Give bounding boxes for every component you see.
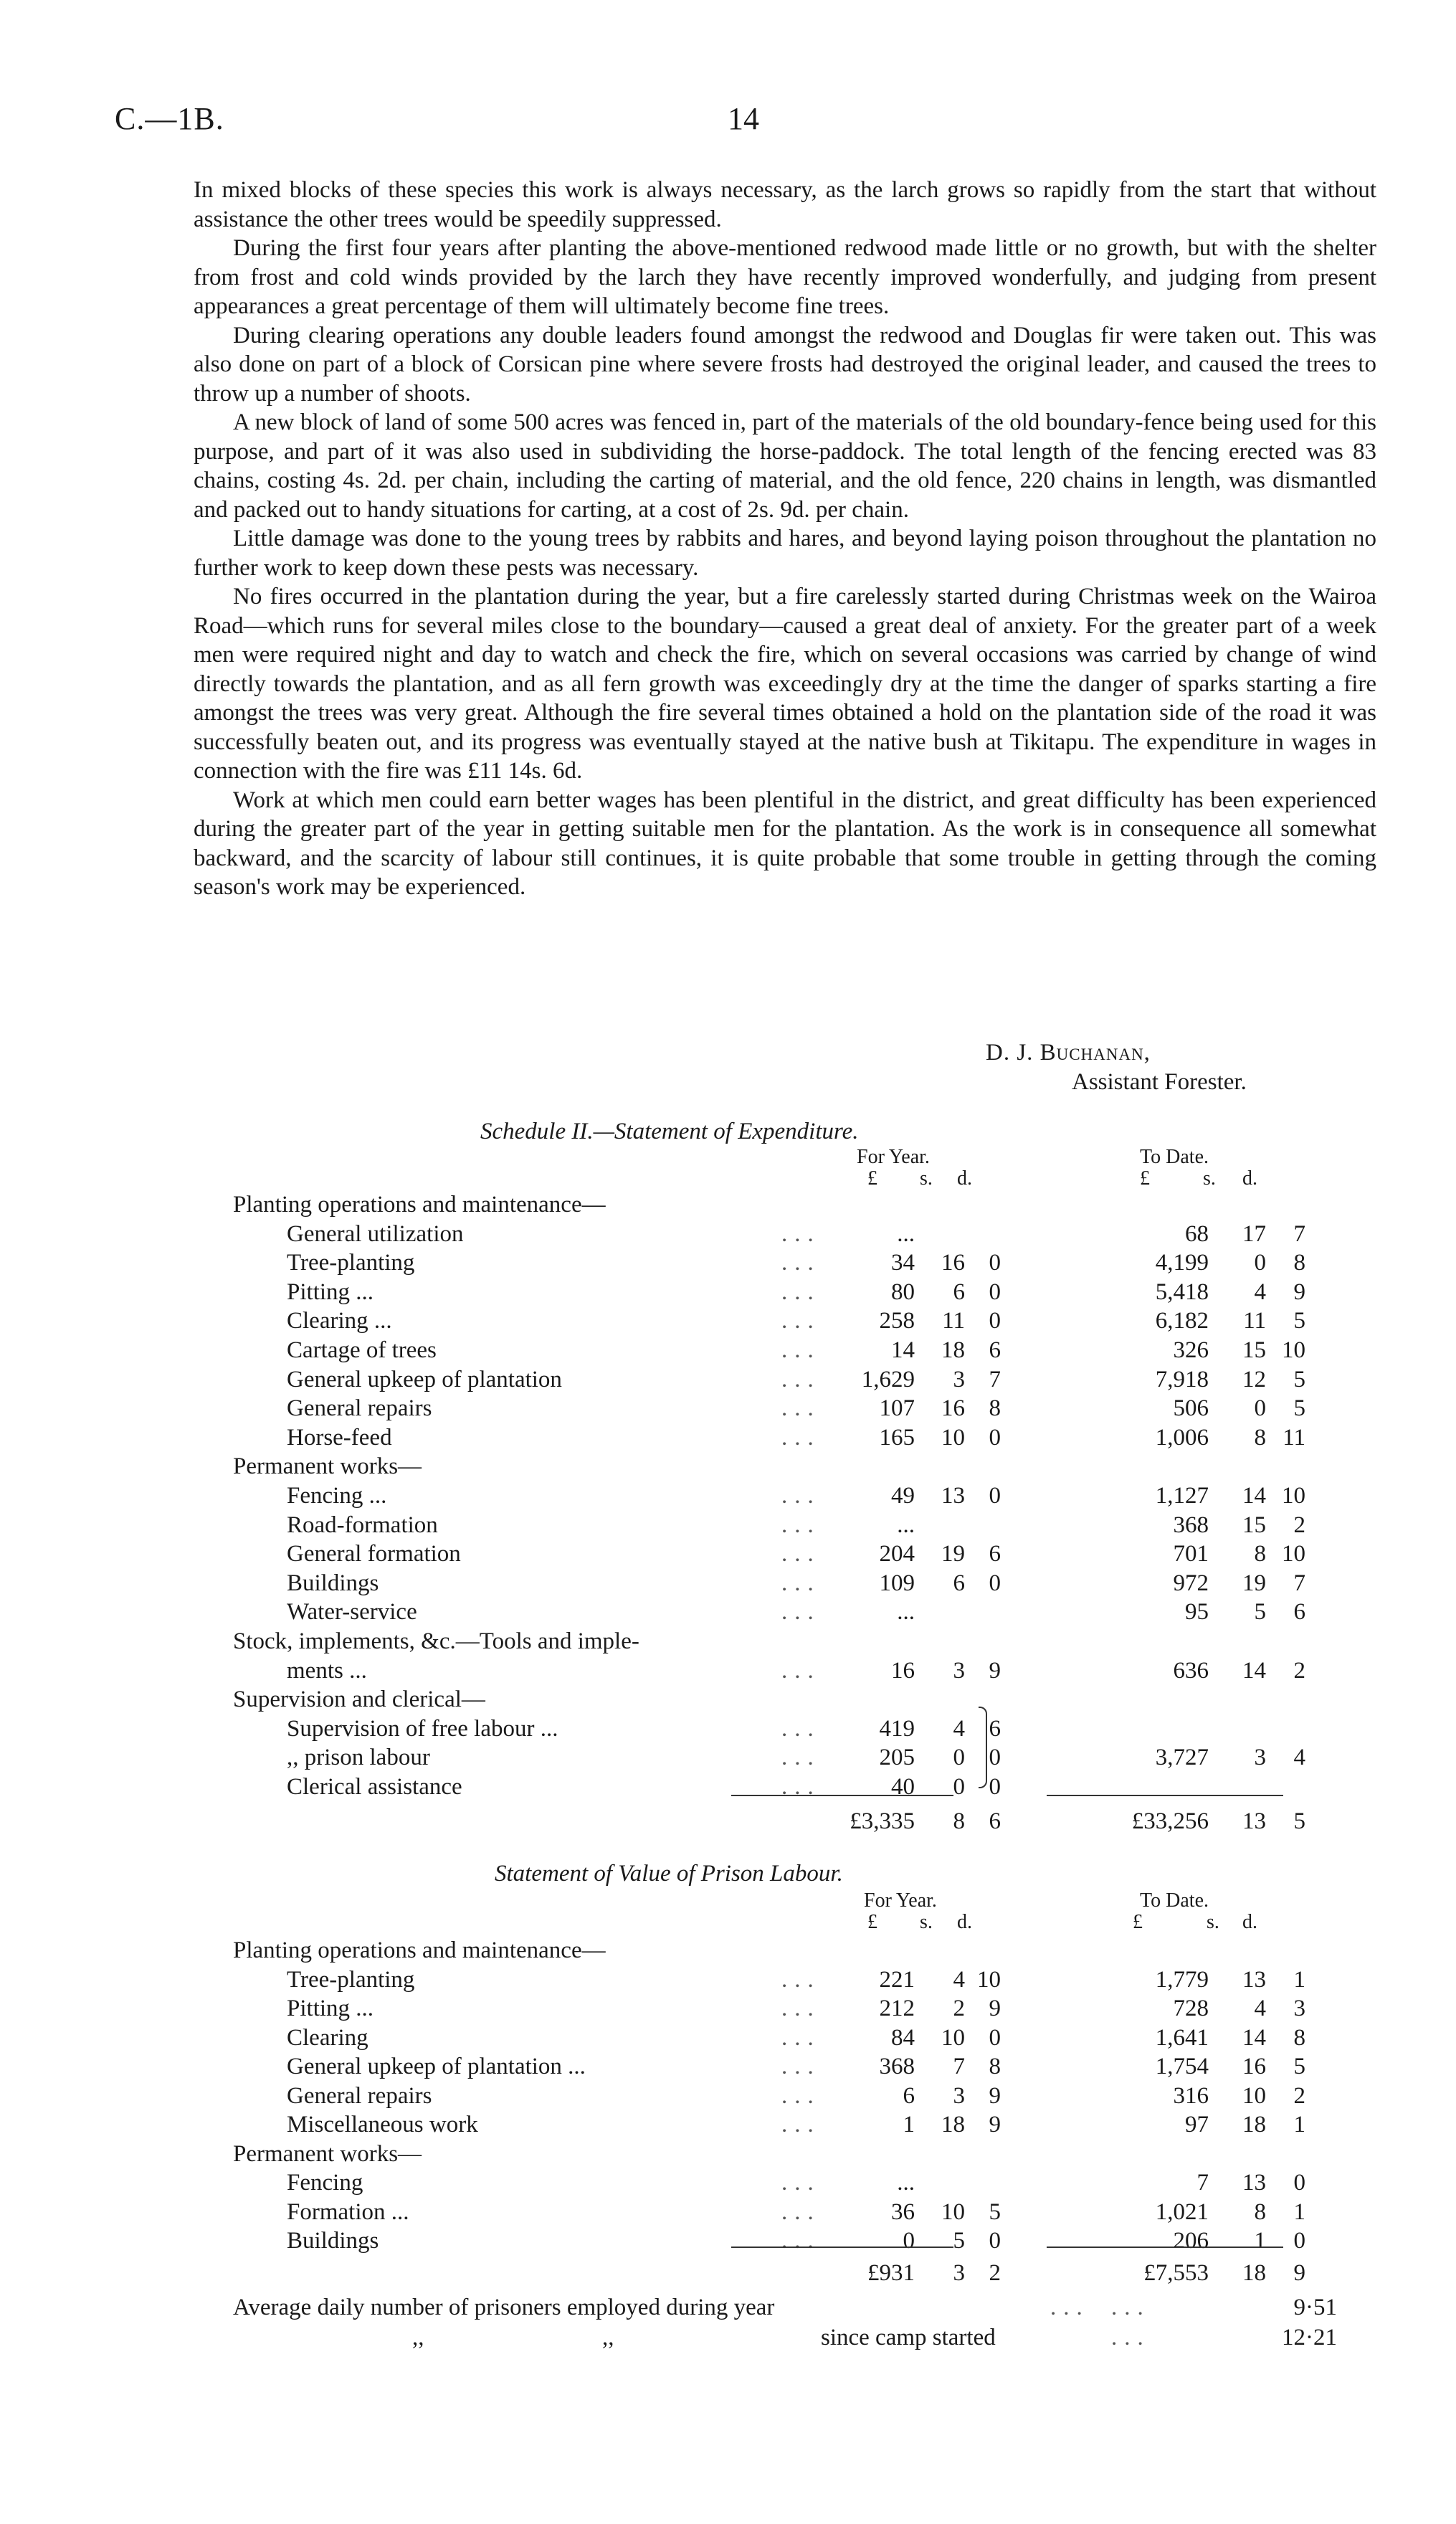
year-shillings: 4: [953, 1715, 965, 1742]
row-label: Buildings: [287, 2228, 379, 2254]
year-pounds: ...: [897, 1512, 915, 1538]
date-pounds: 636: [1173, 1657, 1209, 1684]
row-label: Pitting ...: [287, 1996, 374, 2021]
date-pounds: 6,182: [1155, 1308, 1209, 1334]
year-pence: 6: [989, 1715, 1001, 1742]
row-label: Clerical assistance: [287, 1774, 462, 1800]
date-pounds: 3,727: [1155, 1745, 1209, 1771]
year-pence: 9: [989, 1996, 1001, 2021]
row-label: Fencing: [287, 2170, 363, 2196]
date-pence: 5: [1293, 1308, 1305, 1334]
average-line2-value: 12·21: [1282, 2325, 1337, 2350]
table-row: [0, 1627, 1456, 1656]
row-label: Clearing ...: [287, 1308, 392, 1334]
unit-shillings: s.: [1203, 1167, 1216, 1190]
table-row: [0, 1656, 1456, 1685]
leader-dots: ...: [781, 2082, 821, 2109]
date-shillings: 8: [1254, 2198, 1266, 2225]
year-pounds: 40: [891, 1774, 915, 1800]
paragraph: No fires occurred in the plantation during the year, but a fire carelessly started during Christmas week on the Wairoa Road—which runs for several miles close to the boundary—caused a great deal of anxiety. For the greater part of a week men were required night and day to watch and check the fire, which on several occasions was carried by change of wind directly towards the plantation, and as all fern growth was exceedingly dry at the time the danger of sparks starting a fire amongst the trees was very great. Although the fire several times obtained a hold on the plantation side of the road it was successfully beaten out, and its progress was eventually stayed at the native bush at Tikitapu. The expenditure in wages in connection with the fire was £11 14s. 6d.: [194, 584, 1376, 784]
year-total-pounds: £931: [867, 2260, 915, 2286]
year-pence: 0: [989, 1424, 1001, 1451]
year-pence: 6: [989, 1541, 1001, 1567]
year-total-pence: 6: [989, 1808, 1001, 1834]
row-label: Fencing ...: [287, 1483, 387, 1509]
date-pounds: 1,006: [1155, 1424, 1209, 1451]
row-label: Supervision of free labour ...: [287, 1715, 558, 1742]
table-row: [0, 1714, 1456, 1743]
unit-shillings: s.: [920, 1167, 933, 1190]
table-row: [0, 2198, 1456, 2226]
year-pence: 9: [989, 1657, 1001, 1684]
date-shillings: 5: [1254, 1599, 1266, 1626]
date-pence: 1: [1293, 2112, 1305, 2138]
date-pence: 5: [1293, 1366, 1305, 1393]
date-pence: 5: [1293, 2054, 1305, 2079]
row-label: Buildings: [287, 1570, 379, 1596]
table-row: [0, 2110, 1456, 2139]
year-pounds: 258: [879, 1308, 915, 1334]
date-total-pence: 5: [1293, 1808, 1305, 1834]
year-shillings: 10: [941, 2024, 965, 2051]
date-pounds: 326: [1173, 1337, 1209, 1363]
year-pounds: 204: [879, 1541, 915, 1567]
year-shillings: 3: [953, 1366, 965, 1393]
date-shillings: 17: [1242, 1220, 1266, 1247]
unit-pounds: £: [1133, 1911, 1143, 1933]
date-shillings: 14: [1242, 1657, 1266, 1684]
average-line2-label: since camp started: [821, 2325, 996, 2350]
date-shillings: 19: [1242, 1570, 1266, 1596]
year-total-shillings: 8: [953, 1808, 965, 1834]
average-line1-label: Average daily number of prisoners employed during year: [233, 2295, 775, 2320]
year-pence: 0: [989, 1483, 1001, 1509]
year-pence: 5: [989, 2198, 1001, 2225]
date-shillings: 12: [1242, 1366, 1266, 1393]
table-row: [0, 1481, 1456, 1510]
row-label: Horse-feed: [287, 1424, 392, 1451]
date-shillings: 3: [1254, 1745, 1266, 1771]
total-row: [0, 2259, 1456, 2287]
table-row: [0, 1569, 1456, 1598]
date-pence: 10: [1282, 1337, 1305, 1363]
row-label: ments ...: [287, 1657, 367, 1684]
date-pence: 7: [1293, 1220, 1305, 1247]
row-label: Road-formation: [287, 1512, 438, 1538]
year-shillings: 11: [942, 1308, 965, 1334]
unit-pence: d.: [957, 1167, 972, 1190]
year-shillings: 18: [941, 1337, 965, 1363]
year-pounds: 212: [879, 1996, 915, 2021]
signature-name: D. J. Buchanan,: [986, 1040, 1151, 1066]
date-pounds: 972: [1173, 1570, 1209, 1596]
table-row: [0, 1365, 1456, 1394]
table-row: [0, 2024, 1456, 2052]
date-shillings: 15: [1242, 1337, 1266, 1363]
year-pounds: 109: [879, 1570, 915, 1596]
year-pence: 0: [989, 1745, 1001, 1771]
leader-dots: ...: [781, 1308, 821, 1334]
paragraph: In mixed blocks of these species this work is always necessary, as the larch grows so rapidly from the start that without assistance the other trees would be speedily suppressed.: [194, 177, 1376, 232]
row-label: Stock, implements, &c.—Tools and imple-: [233, 1628, 639, 1654]
date-pence: 1: [1293, 1966, 1305, 1993]
year-shillings: 3: [953, 1657, 965, 1684]
table-row: [0, 1685, 1456, 1714]
year-shillings: 18: [941, 2112, 965, 2138]
unit-pounds: £: [867, 1911, 877, 1933]
date-pounds: 316: [1173, 2082, 1209, 2109]
signature-title: Assistant Forester.: [1072, 1069, 1247, 1095]
year-pence: 0: [989, 1250, 1001, 1276]
leader-dots: ...: [1111, 2295, 1151, 2320]
year-pounds: 34: [891, 1250, 915, 1276]
date-pounds: 701: [1173, 1541, 1209, 1567]
date-shillings: 14: [1242, 2024, 1266, 2051]
row-label: General upkeep of plantation: [287, 1366, 562, 1393]
date-pence: 9: [1293, 1278, 1305, 1305]
date-shillings: 18: [1242, 2112, 1266, 2138]
date-pence: 2: [1293, 1512, 1305, 1538]
year-pence: 8: [989, 2054, 1001, 2079]
year-shillings: 10: [941, 1424, 965, 1451]
year-total-shillings: 3: [953, 2260, 965, 2286]
table-row: [0, 1394, 1456, 1423]
table-row: [0, 1743, 1456, 1772]
date-pence: 0: [1293, 2170, 1305, 2196]
row-label: General repairs: [287, 1395, 432, 1422]
row-label: General repairs: [287, 2082, 432, 2109]
row-label: Planting operations and maintenance—: [233, 1937, 606, 1963]
table-row: [0, 1190, 1456, 1219]
unit-pence: d.: [1242, 1167, 1257, 1190]
total-rule: [731, 1795, 953, 1796]
year-shillings: 10: [941, 2198, 965, 2225]
date-pounds: 68: [1185, 1220, 1209, 1247]
year-pence: 9: [989, 2112, 1001, 2138]
leader-dots: ...: [781, 2054, 821, 2079]
bracket: [979, 1707, 987, 1788]
year-total-pence: 2: [989, 2260, 1001, 2286]
year-pounds: 49: [891, 1483, 915, 1509]
date-pence: 8: [1293, 1250, 1305, 1276]
page-number: 14: [728, 101, 759, 136]
year-pounds: 221: [879, 1966, 915, 1993]
date-pence: 1: [1293, 2198, 1305, 2225]
year-pounds: 84: [891, 2024, 915, 2051]
year-pence: 8: [989, 1395, 1001, 1422]
leader-dots: ...: [781, 1541, 821, 1567]
paragraph: Work at which men could earn better wages has been plentiful in the district, and great difficulty has been experienced during the greater part of the year in getting suitable men for the plantation. As the work is in consequence all somewhat backward, and the scarcity of labour still continues, it is quite probable that some trouble in getting through the coming season's work may be experienced.: [194, 787, 1376, 900]
date-pounds: 7,918: [1155, 1366, 1209, 1393]
date-total-pounds: £33,256: [1131, 1808, 1209, 1834]
total-rule: [1047, 1795, 1283, 1796]
date-pence: 10: [1282, 1541, 1305, 1567]
date-pounds: 368: [1173, 1512, 1209, 1538]
year-pence: 10: [977, 1966, 1001, 1993]
row-label: Permanent works—: [233, 2140, 422, 2167]
table-row: [0, 1539, 1456, 1568]
date-shillings: 15: [1242, 1512, 1266, 1538]
year-pounds: 36: [891, 2198, 915, 2225]
leader-dots: ...: [781, 1599, 821, 1626]
leader-dots: ...: [781, 1366, 821, 1393]
date-total-shillings: 13: [1242, 1808, 1266, 1834]
year-pounds: 1,629: [861, 1366, 915, 1393]
average-prisoners: [233, 2292, 1380, 2353]
date-shillings: 16: [1242, 2054, 1266, 2079]
date-pounds: 5,418: [1155, 1278, 1209, 1305]
year-pounds: ...: [897, 1599, 915, 1626]
paragraph: During the first four years after planting the above-mentioned redwood made little or no growth, but with the shelter from frost and cold winds provided by the larch they have recently improved wonderfully, and judging from present appearances a great percentage of them will ultimately become fine trees.: [194, 235, 1376, 319]
leader-dots: ...: [781, 1745, 821, 1771]
year-pence: 0: [989, 1278, 1001, 1305]
date-shillings: 4: [1254, 1996, 1266, 2021]
date-total-pence: 9: [1293, 2260, 1305, 2286]
date-pounds: 1,127: [1155, 1483, 1209, 1509]
year-pounds: ...: [897, 2170, 915, 2196]
leader-dots: ...: [781, 1220, 821, 1247]
table-row: [0, 1965, 1456, 1994]
date-pounds: 97: [1185, 2112, 1209, 2138]
date-pence: 11: [1283, 1424, 1305, 1451]
table-row: [0, 1248, 1456, 1277]
date-shillings: 8: [1254, 1424, 1266, 1451]
row-label: Planting operations and maintenance—: [233, 1192, 606, 1218]
leader-dots: ...: [781, 2170, 821, 2196]
year-shillings: 4: [953, 1966, 965, 1993]
year-shillings: 19: [941, 1541, 965, 1567]
date-shillings: 11: [1243, 1308, 1266, 1334]
table-row: [0, 2226, 1456, 2255]
year-shillings: 3: [953, 2082, 965, 2109]
date-pence: 8: [1293, 2024, 1305, 2051]
table-row: [0, 2082, 1456, 2110]
leader-dots: ...: [781, 1966, 821, 1993]
leader-dots: ...: [781, 2228, 821, 2254]
leader-dots: ...: [781, 1250, 821, 1276]
leader-dots: ...: [781, 1483, 821, 1509]
leader-dots: ...: [781, 2198, 821, 2225]
row-label: Formation ...: [287, 2198, 409, 2225]
date-pence: 5: [1293, 1395, 1305, 1422]
year-pounds: 0: [903, 2228, 915, 2254]
year-shillings: 0: [953, 1745, 965, 1771]
date-pounds: 506: [1173, 1395, 1209, 1422]
date-pence: 3: [1293, 1996, 1305, 2021]
year-pounds: 6: [903, 2082, 915, 2109]
date-shillings: 0: [1254, 1250, 1266, 1276]
table-row: [0, 1773, 1456, 1801]
year-pence: 0: [989, 2024, 1001, 2051]
table-row: [0, 1336, 1456, 1365]
year-pence: 9: [989, 2082, 1001, 2109]
date-pounds: 7: [1196, 2170, 1209, 2196]
date-pounds: 728: [1173, 1996, 1209, 2021]
leader-dots: ...: [1111, 2325, 1151, 2350]
date-shillings: 1: [1254, 2228, 1266, 2254]
leader-dots: ...: [781, 1715, 821, 1742]
leader-dots: ...: [781, 2112, 821, 2138]
table-row: [0, 1423, 1456, 1452]
total-rule: [731, 2247, 953, 2248]
date-shillings: 10: [1242, 2082, 1266, 2109]
leader-dots: ...: [781, 1337, 821, 1363]
year-pounds: 1: [903, 2112, 915, 2138]
year-shillings: 5: [953, 2228, 965, 2254]
row-label: Clearing: [287, 2024, 368, 2051]
table-row: [0, 1598, 1456, 1626]
row-label: Pitting ...: [287, 1278, 374, 1305]
row-label: General utilization: [287, 1220, 464, 1247]
year-pounds: 368: [879, 2054, 915, 2079]
unit-shillings: s.: [1207, 1911, 1219, 1933]
leader-dots: ...: [1050, 2295, 1090, 2320]
date-pounds: 206: [1173, 2228, 1209, 2254]
year-pence: 0: [989, 2228, 1001, 2254]
row-label: Cartage of trees: [287, 1337, 437, 1363]
date-pence: 0: [1293, 2228, 1305, 2254]
year-total-pounds: £3,335: [850, 1808, 915, 1834]
unit-pounds: £: [1140, 1167, 1150, 1190]
leader-dots: ...: [781, 1395, 821, 1422]
year-shillings: 6: [953, 1278, 965, 1305]
table-row: [0, 1220, 1456, 1248]
table-row: [0, 1278, 1456, 1306]
date-total-shillings: 18: [1242, 2260, 1266, 2286]
schedule-prison-labour-title: Statement of Value of Prison Labour.: [495, 1861, 843, 1887]
body-text: [194, 176, 1376, 902]
row-label: General upkeep of plantation ...: [287, 2054, 586, 2079]
date-total-pounds: £7,553: [1143, 2260, 1209, 2286]
table-row: [0, 2140, 1456, 2168]
table-row: [0, 2052, 1456, 2081]
date-pence: 2: [1293, 2082, 1305, 2109]
year-pounds: 16: [891, 1657, 915, 1684]
table-row: [0, 1994, 1456, 2023]
year-shillings: 6: [953, 1570, 965, 1596]
table-row: [0, 1452, 1456, 1481]
year-pence: 0: [989, 1774, 1001, 1800]
leader-dots: ...: [781, 1278, 821, 1305]
table-row: [0, 2168, 1456, 2197]
leader-dots: ...: [781, 1774, 821, 1800]
table-row: [0, 1511, 1456, 1539]
row-label: Permanent works—: [233, 1453, 422, 1480]
year-pounds: 80: [891, 1278, 915, 1305]
year-shillings: 2: [953, 1996, 965, 2021]
row-label: Water-service: [287, 1599, 417, 1626]
date-pounds: 1,641: [1155, 2024, 1209, 2051]
column-header-to-date: To Date.: [1140, 1146, 1209, 1168]
date-pence: 6: [1293, 1599, 1305, 1626]
unit-pence: d.: [1242, 1911, 1257, 1933]
leader-dots: ...: [781, 1657, 821, 1684]
year-pence: 0: [989, 1570, 1001, 1596]
year-pence: 7: [989, 1366, 1001, 1393]
year-shillings: 13: [941, 1483, 965, 1509]
date-shillings: 8: [1254, 1541, 1266, 1567]
date-pounds: 1,754: [1155, 2054, 1209, 2079]
leader-dots: ...: [781, 1424, 821, 1451]
year-pounds: ...: [897, 1220, 915, 1247]
document-code: C.—1B.: [115, 101, 224, 136]
date-shillings: 13: [1242, 2170, 1266, 2196]
date-pounds: 95: [1185, 1599, 1209, 1626]
leader-dots: ...: [781, 1570, 821, 1596]
date-shillings: 4: [1254, 1278, 1266, 1305]
year-pounds: 107: [879, 1395, 915, 1422]
year-pounds: 205: [879, 1745, 915, 1771]
date-shillings: 14: [1242, 1483, 1266, 1509]
unit-shillings: s.: [920, 1911, 933, 1933]
date-pence: 7: [1293, 1570, 1305, 1596]
row-label: Miscellaneous work: [287, 2112, 478, 2138]
year-pence: 0: [989, 1308, 1001, 1334]
paragraph: A new block of land of some 500 acres was fenced in, part of the materials of the old boundary-fence being used for this purpose, and part of it was also used in subdividing the horse-paddock. The total length of the fencing erected was 83 chains, costing 4s. 2d. per chain, including the carting of material, and the old fence, 220 chains in length, was dismantled and packed out to handy situations for carting, at a cost of 2s. 9d. per chain.: [194, 409, 1376, 523]
date-pounds: 1,779: [1155, 1966, 1209, 1993]
paragraph: Little damage was done to the young trees by rabbits and hares, and beyond laying poison throughout the plantation no further work to keep down these pests was necessary.: [194, 526, 1376, 581]
total-row: [0, 1807, 1456, 1836]
leader-dots: ...: [781, 2024, 821, 2051]
year-pounds: 14: [891, 1337, 915, 1363]
date-pence: 2: [1293, 1657, 1305, 1684]
signature: [986, 1038, 1247, 1097]
row-label: ,, prison labour: [287, 1745, 430, 1771]
ditto-mark: ,,: [412, 2325, 424, 2350]
year-shillings: 16: [941, 1395, 965, 1422]
row-label: Tree-planting: [287, 1250, 415, 1276]
unit-pence: d.: [957, 1911, 972, 1933]
unit-pounds: £: [867, 1167, 877, 1190]
row-label: Supervision and clerical—: [233, 1686, 485, 1713]
table-row: [0, 1306, 1456, 1335]
year-pence: 6: [989, 1337, 1001, 1363]
year-shillings: 16: [941, 1250, 965, 1276]
average-line1-value: 9·51: [1293, 2295, 1337, 2320]
year-shillings: 7: [953, 2054, 965, 2079]
column-header-to-date: To Date.: [1140, 1889, 1209, 1912]
date-pence: 4: [1293, 1745, 1305, 1771]
column-header-for-year: For Year.: [857, 1146, 930, 1168]
ditto-mark: ,,: [602, 2325, 614, 2350]
year-pounds: 419: [879, 1715, 915, 1742]
date-pence: 10: [1282, 1483, 1305, 1509]
row-label: Tree-planting: [287, 1966, 415, 1993]
leader-dots: ...: [781, 1512, 821, 1538]
column-header-for-year: For Year.: [864, 1889, 937, 1912]
year-shillings: 0: [953, 1774, 965, 1800]
date-pounds: 4,199: [1155, 1250, 1209, 1276]
date-pounds: 1,021: [1155, 2198, 1209, 2225]
year-pounds: 165: [879, 1424, 915, 1451]
paragraph: During clearing operations any double leaders found amongst the redwood and Douglas fir were taken out. This was also done on part of a block of Corsican pine where severe frosts had destroyed the original leader, and caused the trees to throw up a number of shoots.: [194, 322, 1376, 407]
leader-dots: ...: [781, 1996, 821, 2021]
date-shillings: 13: [1242, 1966, 1266, 1993]
table-row: [0, 1936, 1456, 1965]
row-label: General formation: [287, 1541, 461, 1567]
date-shillings: 0: [1254, 1395, 1266, 1422]
total-rule: [1047, 2247, 1283, 2248]
schedule-expenditure-title: Schedule II.—Statement of Expenditure.: [480, 1119, 859, 1144]
